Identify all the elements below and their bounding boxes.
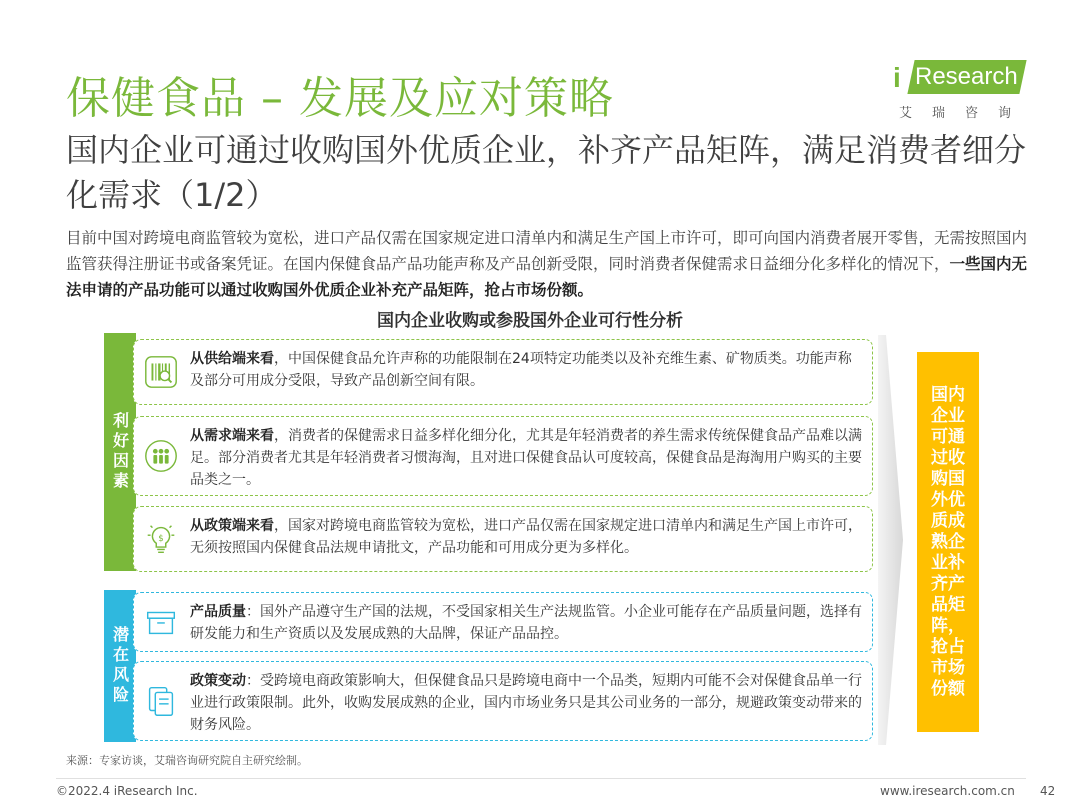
intro-text: 目前中国对跨境电商监管较为宽松，进口产品仅需在国家规定进口清单内和满足生产国上市许可，即可向国内消费者展开零售，无需按照国内监管获得注册证书或备案凭证。在国内保健食品产品功能声称及产品创新受限，同时消费者保健需求日益细分化多样化的情况下， (66, 229, 1028, 273)
supply-side-text: ，中国保健食品允许声称的功能限制在24项特定功能类以及补充维生素、矿物质类。功能声称及部分可用成分受限，导致产品创新空间有限。 (190, 351, 852, 389)
people-icon (142, 437, 180, 475)
logo-letter: i (893, 62, 901, 93)
supply-side-card (133, 339, 873, 405)
conclusion-box (917, 352, 979, 732)
page-number: 42 (1040, 784, 1056, 798)
policy-side-card (133, 506, 873, 572)
policy-side-lead: 从政策端来看 (190, 518, 274, 534)
demand-side-text: ，消费者的保健需求日益多样化细分化，尤其是年轻消费者的养生需求传统保健食品产品难以满足。部分消费者尤其是年轻消费者习惯海淘，且对进口保健食品认可度较高，保健食品是海淘用户购买的主要品类之一。 (190, 428, 862, 488)
page-subtitle: 国内企业可通过收购国外优质企业，补齐产品矩阵，满足消费者细分化需求（1/2） (66, 131, 1027, 214)
demand-side-card (133, 416, 873, 496)
product-quality-lead: 产品质量 (190, 604, 246, 620)
lightbulb-icon (142, 520, 180, 558)
product-quality-text: ：国外产品遵守生产国的法规，不受国家相关生产法规监管。小企业可能存在产品质量问题，选择有研发能力和生产资质以及发展成熟的大品牌，保证产品品控。 (190, 604, 862, 642)
website-url: www.iresearch.com.cn (880, 784, 1015, 798)
supply-side-lead: 从供给端来看 (190, 351, 274, 367)
favorable-tag (104, 333, 136, 571)
chevron-right-icon (878, 335, 903, 745)
conclusion-text: 国内企业可通过收购国外优质成熟企业补齐产品矩阵，抢占市场份额 (931, 384, 965, 699)
demand-side-lead: 从需求端来看 (190, 428, 274, 444)
product-quality-card (133, 592, 873, 652)
policy-change-lead: 政策变动 (190, 673, 246, 689)
intro-bold: 一些国内无法申请的产品功能可以通过收购国外优质企业补充产品矩阵，抢占市场份额。 (66, 255, 1028, 299)
policy-change-text: ：受跨境电商政策影响大，但保健食品只是跨境电商中一个品类，短期内可能不会对保健食品单一行业进行政策限制。此外，收购发展成熟的企业，国内市场业务只是其公司业务的一部分，规避政策变动带来的财务风险。 (190, 673, 862, 733)
source-note: 来源：专家访谈，艾瑞咨询研究院自主研究绘制。 (66, 754, 308, 767)
footer-divider (56, 778, 1026, 779)
documents-icon (142, 682, 180, 720)
policy-side-text: ，国家对跨境电商监管较为宽松，进口产品仅需在国家规定进口清单内和满足生产国上市许可，无须按照国内保健食品法规申请批文，产品功能和可用成分更为多样化。 (190, 518, 862, 556)
favorable-tag-label: 利好因素 (110, 412, 130, 492)
risk-tag (104, 590, 136, 742)
intro-paragraph (66, 225, 1031, 303)
iresearch-logo (893, 58, 1032, 121)
section-heading: 国内企业收购或参股国外企业可行性分析 (377, 311, 683, 331)
page-title: 保健食品 – 发展及应对策略 (66, 73, 614, 124)
policy-change-card (133, 661, 873, 741)
logo-word: Research (915, 63, 1018, 90)
logo-cn: 艾瑞咨询 (899, 106, 1032, 121)
svg-text:$: $ (158, 533, 164, 544)
barcode-icon (142, 353, 180, 391)
copyright: ©2022.4 iResearch Inc. (56, 784, 198, 798)
box-icon (142, 603, 180, 641)
risk-tag-label: 潜在风险 (110, 626, 130, 706)
